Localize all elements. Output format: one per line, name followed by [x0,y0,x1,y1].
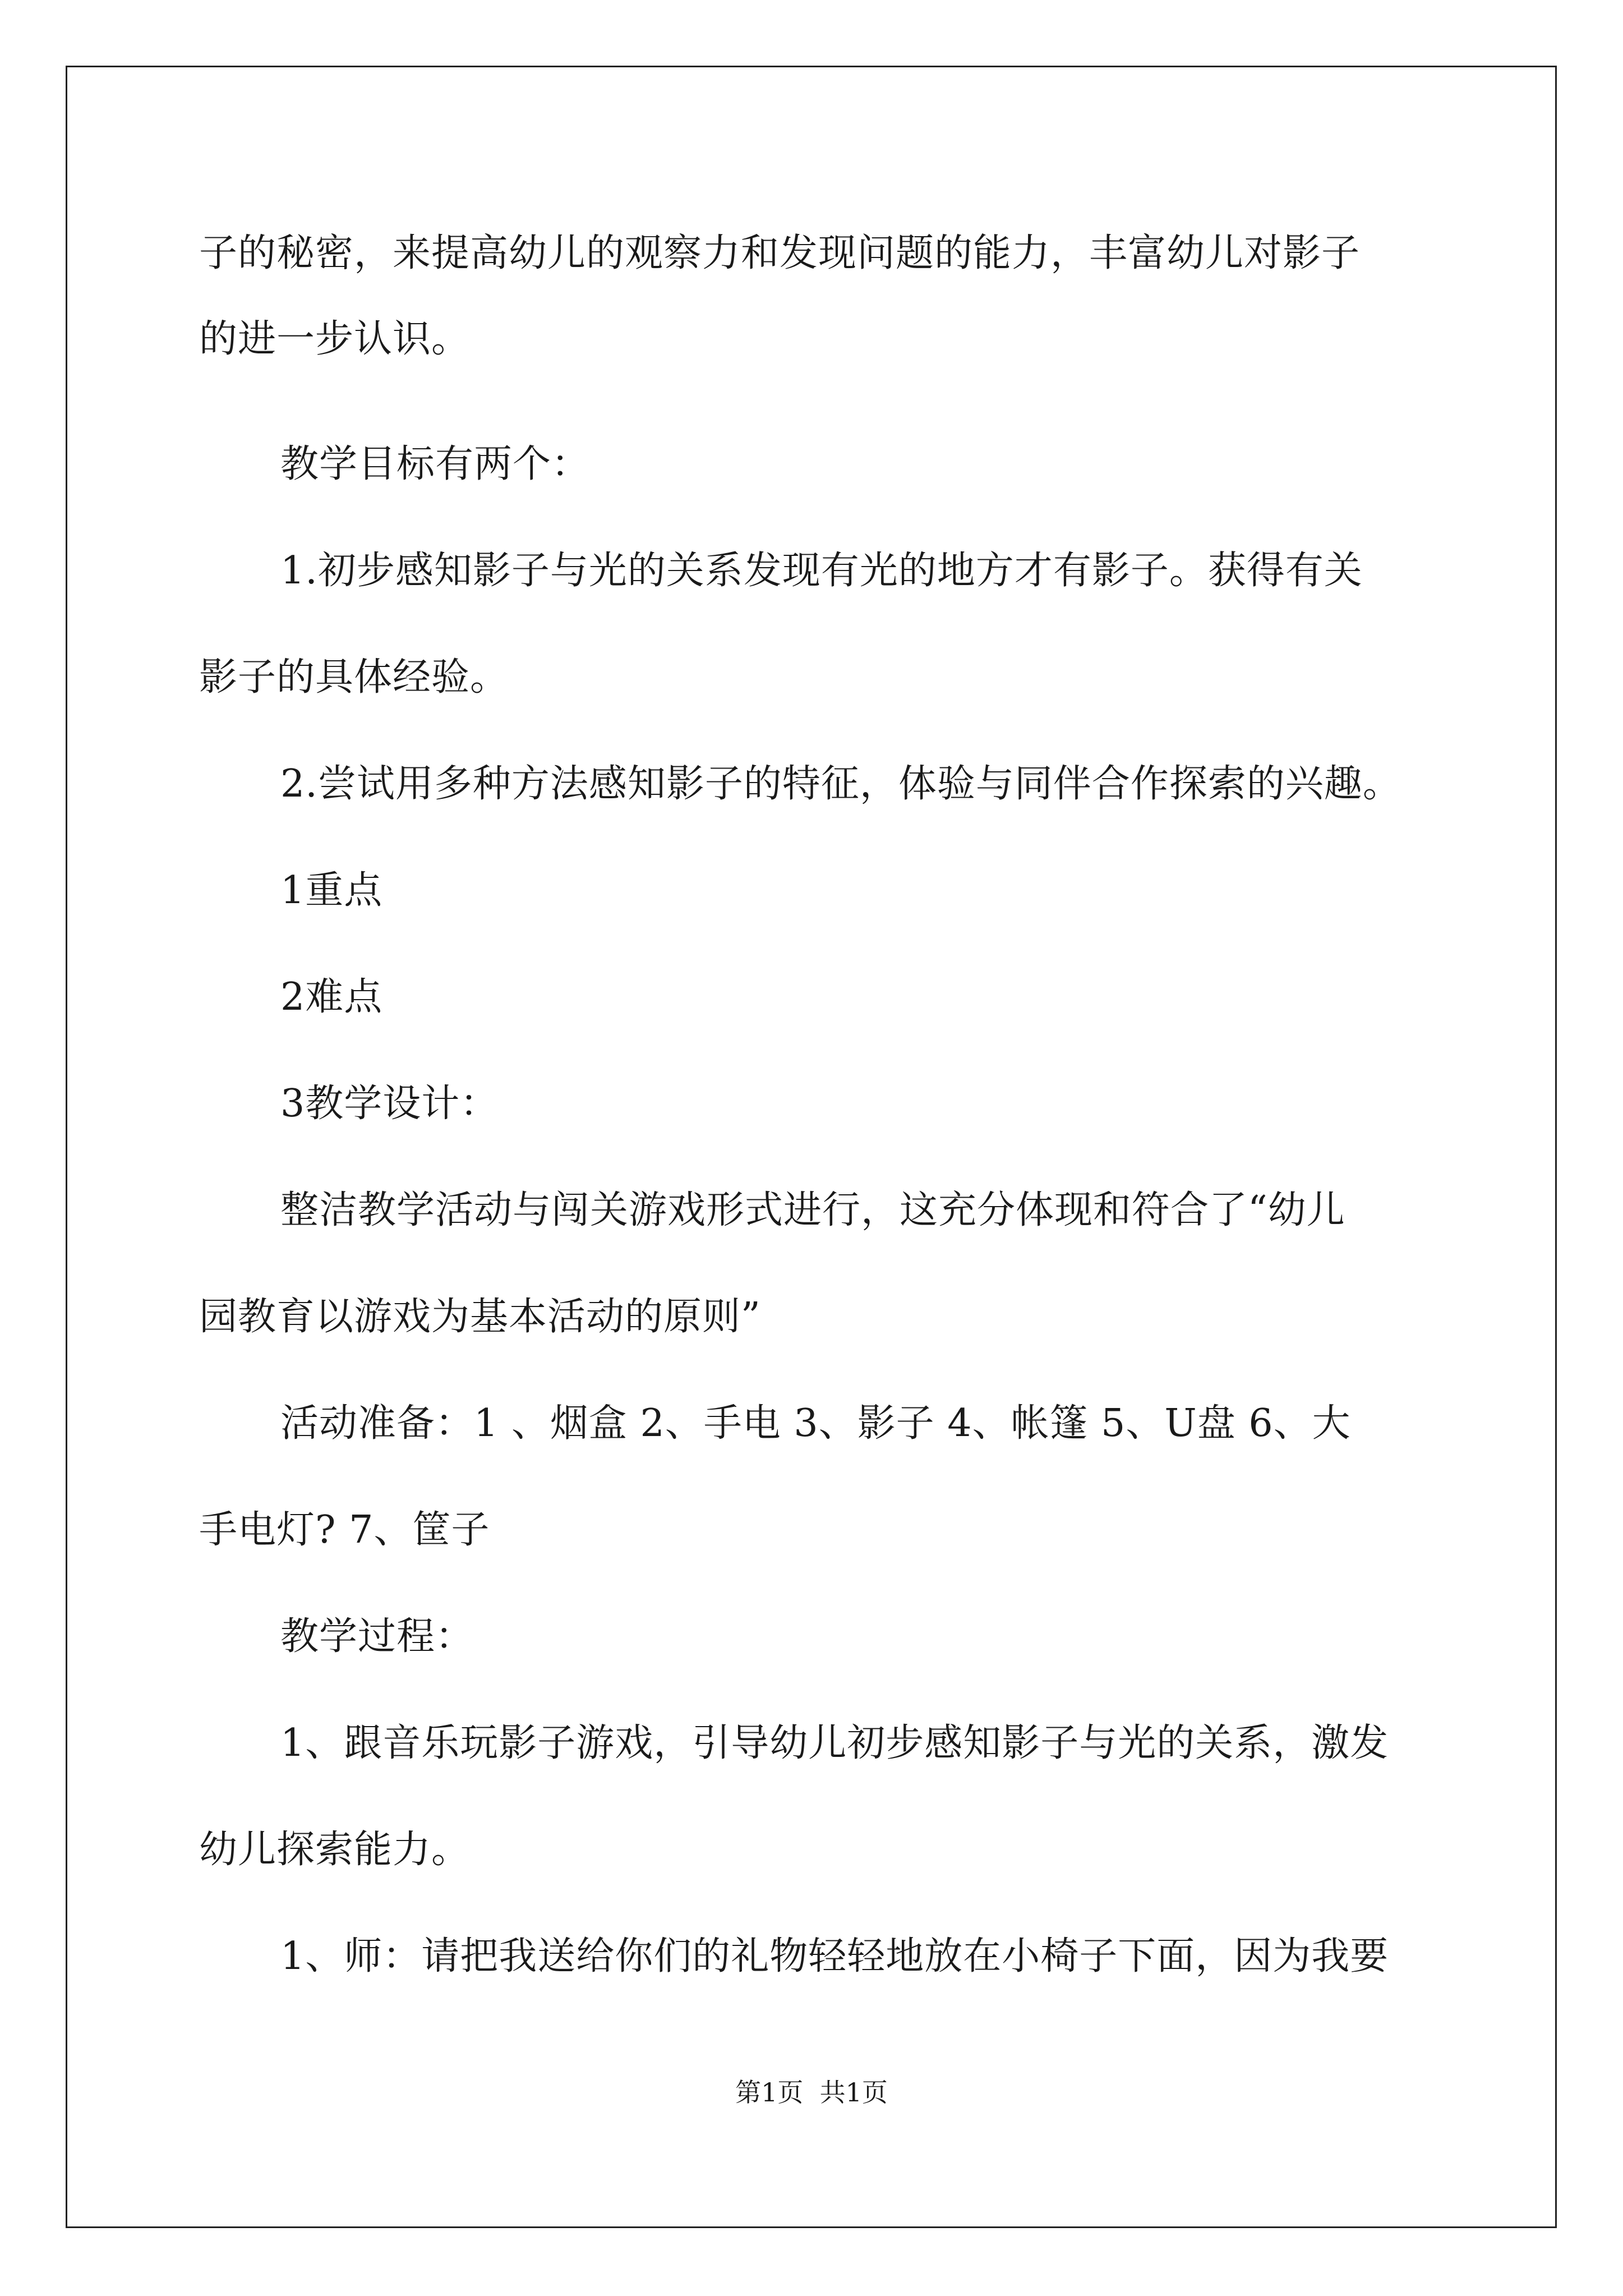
text-line-11: 园教育以游戏为基本活动的原则” [199,1295,761,1339]
text-line-13: 手电灯? 7、筐子 [199,1508,490,1552]
text-line-6: 2.尝试用多种方法感知影子的特征，体验与同伴合作探索的兴趣。 [280,762,1401,806]
text-line-3: 教学目标有两个： [280,442,591,486]
text-line-12: 活动准备：1 、烟盒 2、手电 3、影子 4、帐篷 5、U盘 6、大 [280,1401,1351,1446]
text-line-15: 1、跟音乐玩影子游戏，引导幼儿初步感知影子与光的关系，激发 [280,1721,1389,1765]
text-line-8: 2难点 [280,975,383,1019]
text-line-5: 影子的具体经验。 [199,655,509,700]
text-line-9: 3教学设计： [280,1082,499,1126]
text-line-14: 教学过程： [280,1614,474,1659]
text-line-16: 幼儿探索能力。 [199,1828,471,1872]
text-line-1: 子的秘密，来提高幼儿的观察力和发现问题的能力，丰富幼儿对影子 [199,231,1361,275]
text-line-2: 的进一步认识。 [199,317,471,361]
text-line-10: 整洁教学活动与闯关游戏形式进行，这充分体现和符合了“幼儿 [280,1188,1345,1232]
text-line-7: 1重点 [280,868,383,913]
text-line-4: 1.初步感知影子与光的关系发现有光的地方才有影子。获得有关 [280,549,1363,593]
page-footer: 第1页 共1页 [735,2077,888,2108]
text-line-17: 1、师：请把我送给你们的礼物轻轻地放在小椅子下面，因为我要 [280,1934,1389,1978]
page-border [66,66,1557,2228]
